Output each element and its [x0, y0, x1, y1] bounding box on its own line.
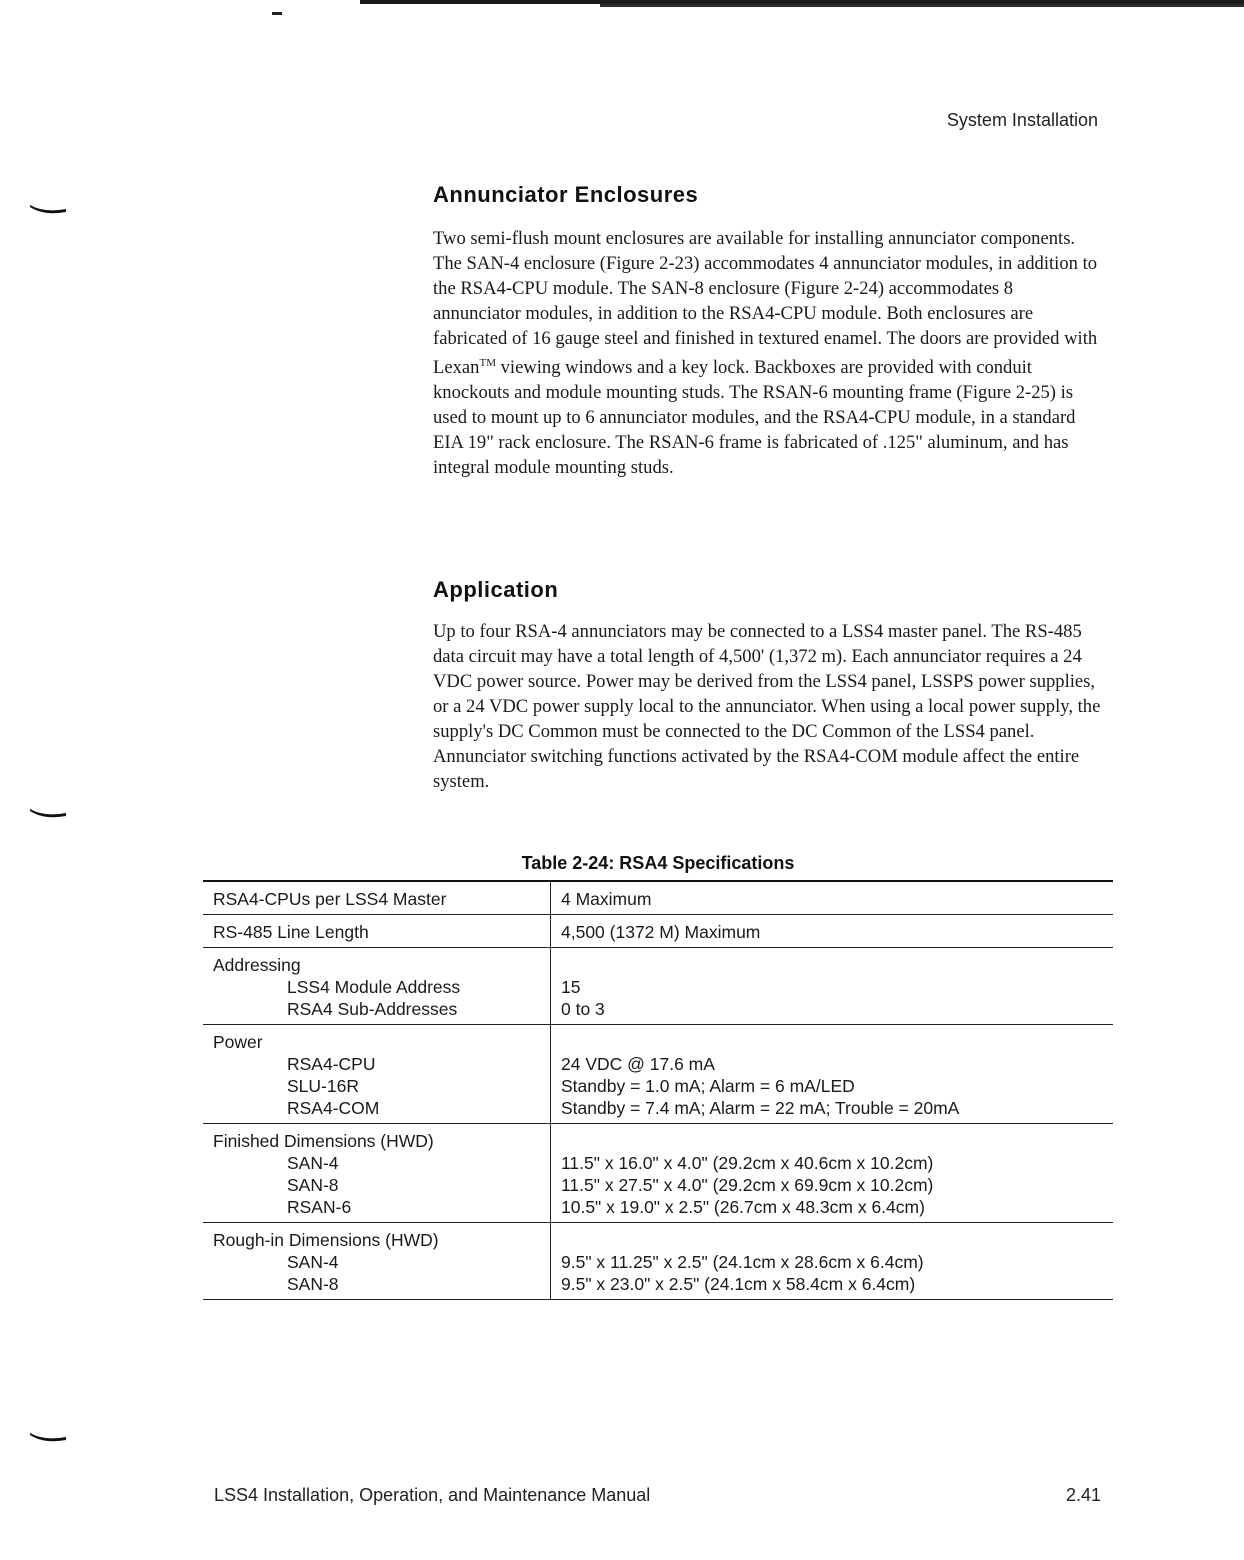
spec-sublabel: SAN-8	[287, 1274, 339, 1294]
specifications-table	[203, 880, 1113, 1300]
spec-label: Addressing	[213, 955, 301, 975]
spec-sublabel: SAN-8	[287, 1175, 339, 1195]
spec-label-cell	[203, 1025, 551, 1124]
binder-hole-mark	[30, 204, 66, 212]
spec-value: 10.5" x 19.0" x 2.5" (26.7cm x 48.3cm x 6.4cm)	[561, 1197, 925, 1217]
spec-value: 11.5" x 16.0" x 4.0" (29.2cm x 40.6cm x 10.2cm)	[561, 1153, 934, 1173]
table-row	[203, 881, 1113, 915]
spec-sublabel: SAN-4	[287, 1153, 339, 1173]
spec-value: 9.5" x 11.25" x 2.5" (24.1cm x 28.6cm x 6.4cm)	[561, 1252, 924, 1272]
spec-value: 9.5" x 23.0" x 2.5" (24.1cm x 58.4cm x 6.4cm)	[561, 1274, 916, 1294]
spec-label-cell	[203, 1124, 551, 1223]
table-row	[203, 1223, 1113, 1300]
spec-sublabel: RSA4 Sub-Addresses	[287, 999, 458, 1019]
application-paragraph: Up to four RSA-4 annunciators may be connected to a LSS4 master panel. The RS-485 data circuit may have a total length of 4,500' (1,372 m). Each annunciator requires a 24 VDC power source. Power may be derived from the LSS4 panel, LSSPS power supplies, or a 24 VDC power supply local to the annunciator. When using a local power supply, the supply's DC Common must be connected to the DC Common of the LSS4 panel. Annunciator switching functions activated by the RSA4-COM module affect the entire system.	[433, 621, 1101, 792]
spec-value: 0 to 3	[561, 999, 605, 1019]
table-row	[203, 915, 1113, 948]
spec-sublabel: SAN-4	[287, 1252, 339, 1272]
spec-sublabel: SLU-16R	[287, 1076, 359, 1096]
enclosures-paragraph	[433, 226, 1105, 480]
spec-sublabel: RSA4-CPU	[287, 1054, 376, 1074]
spec-label: RSA4-CPUs per LSS4 Master	[203, 881, 551, 915]
table-row	[203, 948, 1113, 1025]
page-number: 2.41	[1066, 1485, 1102, 1505]
spec-value: 4 Maximum	[561, 889, 652, 909]
spec-value-cell	[551, 1124, 1114, 1223]
spec-label: Finished Dimensions (HWD)	[213, 1131, 434, 1151]
spec-value-cell	[551, 1223, 1114, 1300]
table-row	[203, 1025, 1113, 1124]
spec-value: 24 VDC @ 17.6 mA	[561, 1054, 715, 1074]
spec-label: RS-485 Line Length	[203, 915, 551, 948]
enclosures-text-part2: viewing windows and a key lock. Backboxes are provided with conduit knockouts and module mounting studs. The RSAN-6 mounting frame (Figure 2-25) is used to mount up to 6 annunciator modules, and the RSA4-CPU module, in a standard EIA 19" rack enclosure. The RSAN-6 frame is fabricated of .125" aluminum, and has integral module mounting studs.	[433, 357, 1076, 479]
spec-label: Rough-in Dimensions (HWD)	[213, 1230, 439, 1250]
running-header: System Installation	[946, 110, 1098, 130]
spec-value: Standby = 1.0 mA; Alarm = 6 mA/LED	[561, 1076, 855, 1096]
enclosures-text-part1: Two semi-flush mount enclosures are available for installing annunciator components. The SAN-4 enclosure (Figure 2-23) accommodates 4 annunciator modules, in addition to the RSA4-CPU module. The SAN-8 enclosure (Figure 2-24) accommodates 8 annunciator modules, in addition to the RSA4-CPU module. Both enclosures are fabricated of 16 gauge steel and finished in textured enamel. The doors are provided with Lexan	[433, 228, 1098, 379]
spec-label-cell	[203, 948, 551, 1025]
spec-sublabel: RSA4-COM	[287, 1098, 380, 1118]
table-caption: Table 2-24: RSA4 Specifications	[521, 853, 795, 873]
binder-hole-mark	[30, 808, 66, 816]
spec-sublabel: RSAN-6	[287, 1197, 352, 1217]
spec-value-cell	[551, 1025, 1114, 1124]
spec-value: Standby = 7.4 mA; Alarm = 22 mA; Trouble = 20mA	[561, 1098, 960, 1118]
spec-sublabel: LSS4 Module Address	[287, 977, 461, 997]
scan-mark	[272, 12, 282, 15]
scan-edge-line	[600, 4, 1244, 7]
spec-label-cell	[203, 1223, 551, 1300]
binder-hole-mark	[30, 1432, 66, 1440]
spec-label: Power	[213, 1032, 263, 1052]
spec-value: 15	[561, 977, 581, 997]
table-row	[203, 1124, 1113, 1223]
application-heading: Application	[433, 577, 559, 602]
spec-value: 11.5" x 27.5" x 4.0" (29.2cm x 69.9cm x 10.2cm)	[561, 1175, 934, 1195]
spec-value: 4,500 (1372 M) Maximum	[561, 922, 761, 942]
enclosures-heading: Annunciator Enclosures	[433, 182, 699, 207]
footer-manual-title: LSS4 Installation, Operation, and Maintenance Manual	[214, 1485, 651, 1505]
trademark-mark: TM	[479, 357, 496, 369]
spec-value-cell	[551, 948, 1114, 1025]
